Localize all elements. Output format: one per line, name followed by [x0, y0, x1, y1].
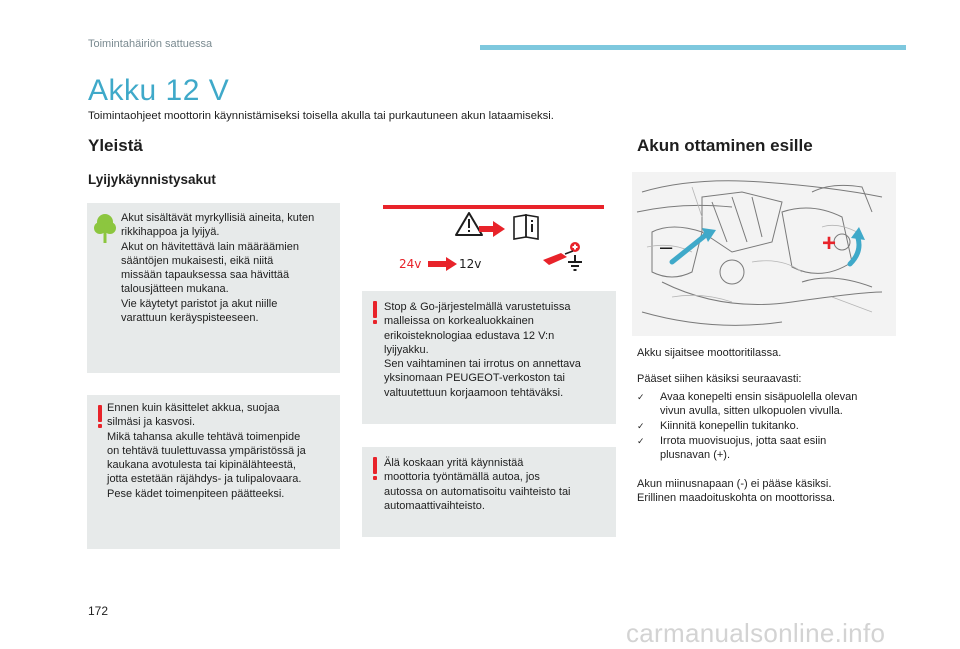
stop-go-warning-box	[362, 291, 616, 424]
header-accent-bar	[480, 45, 906, 50]
handling-warning-text: Ennen kuin käsittelet akkua, suojaa silmäsi ja kasvosi. Mikä tahansa akulle tehtävä toimenpide on tehtävä tuulettuvassa ympäristössä ja kaukana avotulesta tai kipinälähteestä, jotta estetään räjähdys- ja tulipalovaara. Pese kädet toimenpiteen päätteeksi.	[107, 402, 306, 500]
list-item: ✓ Kiinnitä konepellin tukitanko.	[637, 420, 799, 432]
voltage-arrow-icon	[428, 256, 458, 272]
section-heading-general: Yleistä	[88, 136, 143, 155]
list-item: ✓ Avaa konepelti ensin sisäpuolella olevan vivun avulla, sitten ulkopuolen vivulla.	[637, 391, 858, 418]
engine-bay-image	[632, 172, 896, 336]
checkbox-bullet-icon: ✓	[637, 421, 645, 431]
section-header: Toimintahäiriön sattuessa	[88, 38, 213, 50]
subheading-lead-batteries: Lyijykäynnistysakut	[88, 172, 216, 187]
voltage-warning-panel	[383, 205, 604, 278]
exclamation-icon	[372, 301, 378, 324]
environment-note-box	[87, 203, 340, 373]
checkbox-bullet-icon: ✓	[637, 436, 645, 446]
section-heading-battery-access: Akun ottaminen esille	[637, 136, 813, 155]
push-start-warning-text: Älä koskaan yritä käynnistää moottoria työntämällä autoa, jos autossa on automatisoitu vaihteisto tai automaattivaihteisto.	[384, 457, 571, 512]
positive-terminal-label: +	[822, 230, 837, 257]
negative-terminal-label: –	[660, 234, 673, 259]
push-start-warning-box	[362, 447, 616, 537]
steps-intro: Pääset siihen käsiksi seuraavasti:	[637, 373, 802, 385]
list-item: ✓ Irrota muovisuojus, jotta saat esiin plusnavan (+).	[637, 435, 827, 462]
checkbox-bullet-icon: ✓	[637, 392, 645, 402]
environment-note-text: Akut sisältävät myrkyllisiä aineita, kuten rikkihappoa ja lyijyä. Akut on hävitettävä lain määräämien sääntöjen mukaisesti, eikä niitä missään tapauksessa saa hävittää talousjätteen mukana. Vie käytetyt paristot ja akut niille varattuun keräyspisteeseen.	[121, 212, 315, 325]
page-subtitle: Toimintaohjeet moottorin käynnistämiseksi toisella akulla tai purkautuneen akun lataamiseksi.	[88, 110, 554, 122]
page-number: 172	[88, 604, 109, 618]
voltage-24-label: 24v	[399, 257, 422, 271]
environment-leaf-icon	[93, 213, 117, 245]
handling-warning-box	[87, 395, 340, 549]
image-caption: Akku sijaitsee moottoritilassa.	[637, 347, 782, 359]
voltage-12-label: 12v	[459, 257, 482, 271]
exclamation-icon	[97, 405, 103, 428]
negative-terminal-note: Akun miinusnapaan (-) ei pääse käsiksi. Erillinen maadoituskohta on moottorissa.	[637, 478, 836, 505]
page-title: Akku 12 V	[88, 74, 230, 107]
stop-go-warning-text: Stop & Go-järjestelmällä varustetuissa malleissa on korkealuokkainen erikoisteknologiaa edustava 12 V:n lyijyakku. Sen vaihtaminen tai irrotus on annettava yksinomaan PEUGEOT-verkoston tai valtuutettuun korjaamoon tehtäväksi.	[384, 301, 581, 399]
exclamation-icon	[372, 457, 378, 480]
watermark: carmanualsonline.info	[626, 618, 886, 648]
